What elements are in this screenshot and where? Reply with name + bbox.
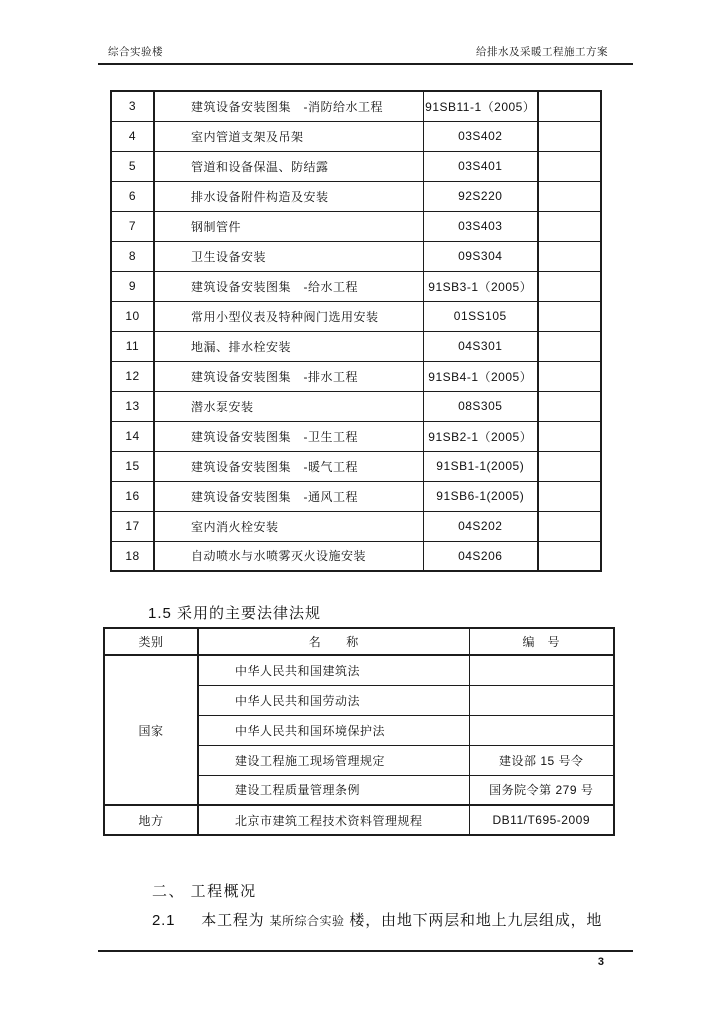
table-row [111,481,601,511]
row-no-cell: 11 [111,331,154,361]
row-name-cell: 卫生设备安装 [154,241,423,271]
law-number-cell [469,655,614,685]
row-code-cell: 08S305 [423,391,538,421]
row-code-cell: 03S402 [423,121,538,151]
footer-divider [98,950,633,952]
table-row [111,511,601,541]
row-blank-cell [538,421,601,451]
row-code-cell: 91SB11-1（2005） [423,91,538,121]
row-no-cell: 5 [111,151,154,181]
row-name-cell: 建筑设备安装图集 -暖气工程 [154,451,423,481]
row-name-cell: 地漏、排水栓安装 [154,331,423,361]
law-name-cell: 中华人民共和国劳动法 [198,685,469,715]
table-row [111,421,601,451]
section-heading-overview: 二、 工程概况 [152,883,257,900]
row-blank-cell [538,271,601,301]
law-name-cell: 中华人民共和国环境保护法 [198,715,469,745]
table-row [111,301,601,331]
row-name-cell: 钢制管件 [154,211,423,241]
row-name-cell: 自动喷水与水喷雾灭火设施安装 [154,541,423,571]
law-number-cell [469,685,614,715]
row-blank-cell [538,481,601,511]
row-code-cell: 91SB1-1(2005) [423,451,538,481]
row-code-cell: 03S401 [423,151,538,181]
law-name-cell: 北京市建筑工程技术资料管理规程 [198,805,469,835]
paragraph-2-1 [152,909,632,930]
paragraph-text-part1: 本工程为 [201,912,265,929]
row-blank-cell [538,241,601,271]
row-code-cell: 91SB6-1(2005) [423,481,538,511]
row-no-cell: 7 [111,211,154,241]
table-row [111,361,601,391]
page-number: 3 [597,956,604,968]
row-code-cell: 92S220 [423,181,538,211]
paragraph-number: 2.1 [152,912,176,929]
law-number-cell [469,715,614,745]
row-name-cell: 管道和设备保温、防结露 [154,151,423,181]
table-row [104,805,614,835]
row-code-cell: 91SB2-1（2005） [423,421,538,451]
row-no-cell: 12 [111,361,154,391]
row-no-cell: 9 [111,271,154,301]
row-code-cell: 04S206 [423,541,538,571]
header-right-title: 给排水及采暖工程施工方案 [476,46,608,58]
paragraph-text-part2: 某所综合实验 [269,914,345,928]
row-no-cell: 6 [111,181,154,211]
section-title-legal: 1.5 采用的主要法律法规 [148,605,322,622]
table-row [111,331,601,361]
law-number-cell: 国务院令第 279 号 [469,775,614,805]
row-no-cell: 17 [111,511,154,541]
row-name-cell: 常用小型仪表及特种阀门选用安装 [154,301,423,331]
row-code-cell: 91SB3-1（2005） [423,271,538,301]
row-name-cell: 室内消火栓安装 [154,511,423,541]
law-name-cell: 建设工程质量管理条例 [198,775,469,805]
row-name-cell: 潜水泵安装 [154,391,423,421]
row-no-cell: 14 [111,421,154,451]
page-header [98,38,633,65]
row-name-cell: 建筑设备安装图集 -给水工程 [154,271,423,301]
law-number-cell: 建设部 15 号令 [469,745,614,775]
row-name-cell: 建筑设备安装图集 -排水工程 [154,361,423,391]
table-row [111,391,601,421]
row-blank-cell [538,121,601,151]
row-name-cell: 建筑设备安装图集 -通风工程 [154,481,423,511]
table-row [111,211,601,241]
law-name-cell: 中华人民共和国建筑法 [198,655,469,685]
row-code-cell: 91SB4-1（2005） [423,361,538,391]
table-row [111,451,601,481]
header-left-title: 综合实验楼 [108,46,163,58]
table-row [111,121,601,151]
standards-table [110,90,602,572]
row-blank-cell [538,301,601,331]
row-name-cell: 建筑设备安装图集 -卫生工程 [154,421,423,451]
row-blank-cell [538,211,601,241]
row-blank-cell [538,331,601,361]
number-header-cell: 编 号 [469,628,614,655]
table-row [111,271,601,301]
row-blank-cell [538,91,601,121]
paragraph-text-part3: 楼，由地下两层和地上九层组成，地 [349,912,603,929]
row-blank-cell [538,361,601,391]
row-code-cell: 04S301 [423,331,538,361]
category-cell: 国家 [104,655,198,805]
table-header-row [104,628,614,655]
law-name-cell: 建设工程施工现场管理规定 [198,745,469,775]
row-no-cell: 15 [111,451,154,481]
law-number-cell: DB11/T695-2009 [469,805,614,835]
table-row [104,655,614,685]
row-blank-cell [538,151,601,181]
row-blank-cell [538,181,601,211]
category-cell: 地方 [104,805,198,835]
laws-table [103,627,615,836]
row-no-cell: 13 [111,391,154,421]
table-row [111,241,601,271]
row-no-cell: 4 [111,121,154,151]
table-row [111,91,601,121]
row-name-cell: 排水设备附件构造及安装 [154,181,423,211]
row-name-cell: 室内管道支架及吊架 [154,121,423,151]
row-code-cell: 04S202 [423,511,538,541]
row-no-cell: 3 [111,91,154,121]
row-blank-cell [538,391,601,421]
category-header-cell: 类别 [104,628,198,655]
table-row [111,151,601,181]
row-code-cell: 01SS105 [423,301,538,331]
name-header-cell: 名 称 [198,628,469,655]
row-blank-cell [538,541,601,571]
row-no-cell: 18 [111,541,154,571]
table-row [111,181,601,211]
table-row [111,541,601,571]
row-blank-cell [538,451,601,481]
row-no-cell: 8 [111,241,154,271]
row-blank-cell [538,511,601,541]
row-name-cell: 建筑设备安装图集 -消防给水工程 [154,91,423,121]
row-no-cell: 10 [111,301,154,331]
row-code-cell: 09S304 [423,241,538,271]
row-no-cell: 16 [111,481,154,511]
row-code-cell: 03S403 [423,211,538,241]
